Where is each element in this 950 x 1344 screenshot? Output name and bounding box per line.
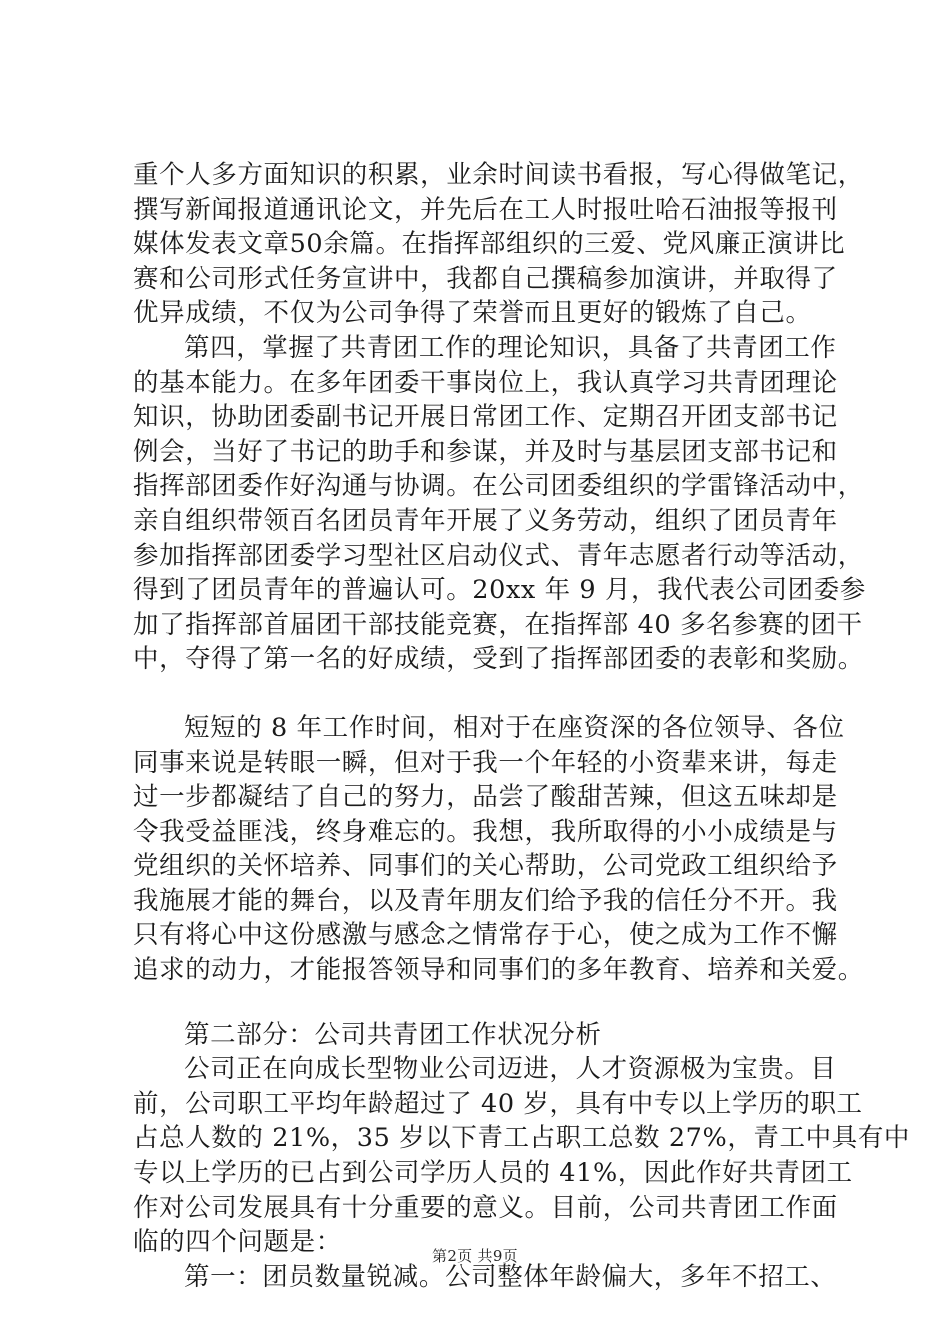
section-heading: 第二部分：公司共青团工作状况分析 <box>184 1019 602 1050</box>
text-line: 过一步都凝结了自己的努力，品尝了酸甜苦辣，但这五味却是 <box>133 782 838 813</box>
text-line: 临的四个问题是： <box>133 1227 342 1258</box>
text-line: 指挥部团委作好沟通与协调。在公司团委组织的学雷锋活动中， <box>133 471 864 502</box>
text-line: 媒体发表文章50余篇。在指挥部组织的三爱、党风廉正演讲比 <box>133 229 846 260</box>
paragraph-youth-league-theory <box>133 331 866 677</box>
text-line: 撰写新闻报道通讯论文，并先后在工人时报吐哈石油报等报刊 <box>133 194 838 225</box>
paragraph-company-analysis <box>133 1052 911 1260</box>
text-line: 中，夺得了第一名的好成绩，受到了指挥部团委的表彰和奖励。 <box>133 644 864 675</box>
text-line: 优异成绩，不仅为公司争得了荣誉而且更好的锻炼了自己。 <box>133 298 812 329</box>
document-body <box>133 158 911 1294</box>
text-line: 我施展才能的舞台，以及青年朋友们给予我的信任分不开。我 <box>133 885 838 916</box>
text-line: 只有将心中这份感激与感念之情常存于心，使之成为工作不懈 <box>133 920 838 951</box>
text-line: 党组织的关怀培养、同事们的关心帮助，公司党政工组织给予 <box>133 851 838 882</box>
paragraph-spacer <box>133 988 833 1018</box>
text-line: 知识，协助团委副书记开展日常团工作、定期召开团支部书记 <box>133 402 838 433</box>
text-line: 前，公司职工平均年龄超过了 40 岁，具有中专以上学历的职工 <box>133 1088 863 1119</box>
text-line: 得到了团员青年的普遍认可。20xx 年 9 月，我代表公司团委参 <box>133 575 866 606</box>
text-line: 参加指挥部团委学习型社区启动仪式、青年志愿者行动等活动， <box>133 540 864 571</box>
text-line: 公司正在向成长型物业公司迈进，人才资源极为宝贵。目 <box>184 1054 837 1085</box>
text-line: 占总人数的 21%，35 岁以下青工占职工总数 27%，青工中具有中 <box>133 1123 911 1154</box>
paragraph-spacer <box>133 677 833 711</box>
text-line: 第四，掌握了共青团工作的理论知识，具备了共青团工作 <box>184 332 837 363</box>
text-line: 的基本能力。在多年团委干事岗位上，我认真学习共青团理论 <box>133 367 838 398</box>
text-line: 专以上学历的已占到公司学历人员的 41%，因此作好共青团工 <box>133 1158 853 1189</box>
text-line: 赛和公司形式任务宣讲中，我都自己撰稿参加演讲，并取得了 <box>133 263 838 294</box>
text-line: 亲自组织带领百名团员青年开展了义务劳动，组织了团员青年 <box>133 505 838 536</box>
page-number-footer: 第2页 共9页 <box>432 1247 518 1265</box>
text-line: 追求的动力，才能报答领导和同事们的多年教育、培养和关爱。 <box>133 955 864 986</box>
paragraph-eight-years <box>133 711 864 988</box>
text-line: 第一：团员数量锐减。公司整体年龄偏大，多年不招工、 <box>184 1261 837 1292</box>
text-line: 加了指挥部首届团干部技能竞赛，在指挥部 40 多名参赛的团干 <box>133 609 863 640</box>
text-line: 重个人多方面知识的积累，业余时间读书看报，写心得做笔记， <box>133 160 864 190</box>
text-line: 例会，当好了书记的助手和参谋，并及时与基层团支部书记和 <box>133 436 838 467</box>
text-line: 短短的 8 年工作时间，相对于在座资深的各位领导、各位 <box>184 712 845 743</box>
text-line: 同事来说是转眼一瞬，但对于我一个年轻的小资辈来讲，每走 <box>133 747 838 778</box>
paragraph-knowledge-accumulation <box>133 158 864 331</box>
text-line: 令我受益匪浅，终身难忘的。我想，我所取得的小小成绩是与 <box>133 816 838 847</box>
text-line: 作对公司发展具有十分重要的意义。目前，公司共青团工作面 <box>133 1192 838 1223</box>
